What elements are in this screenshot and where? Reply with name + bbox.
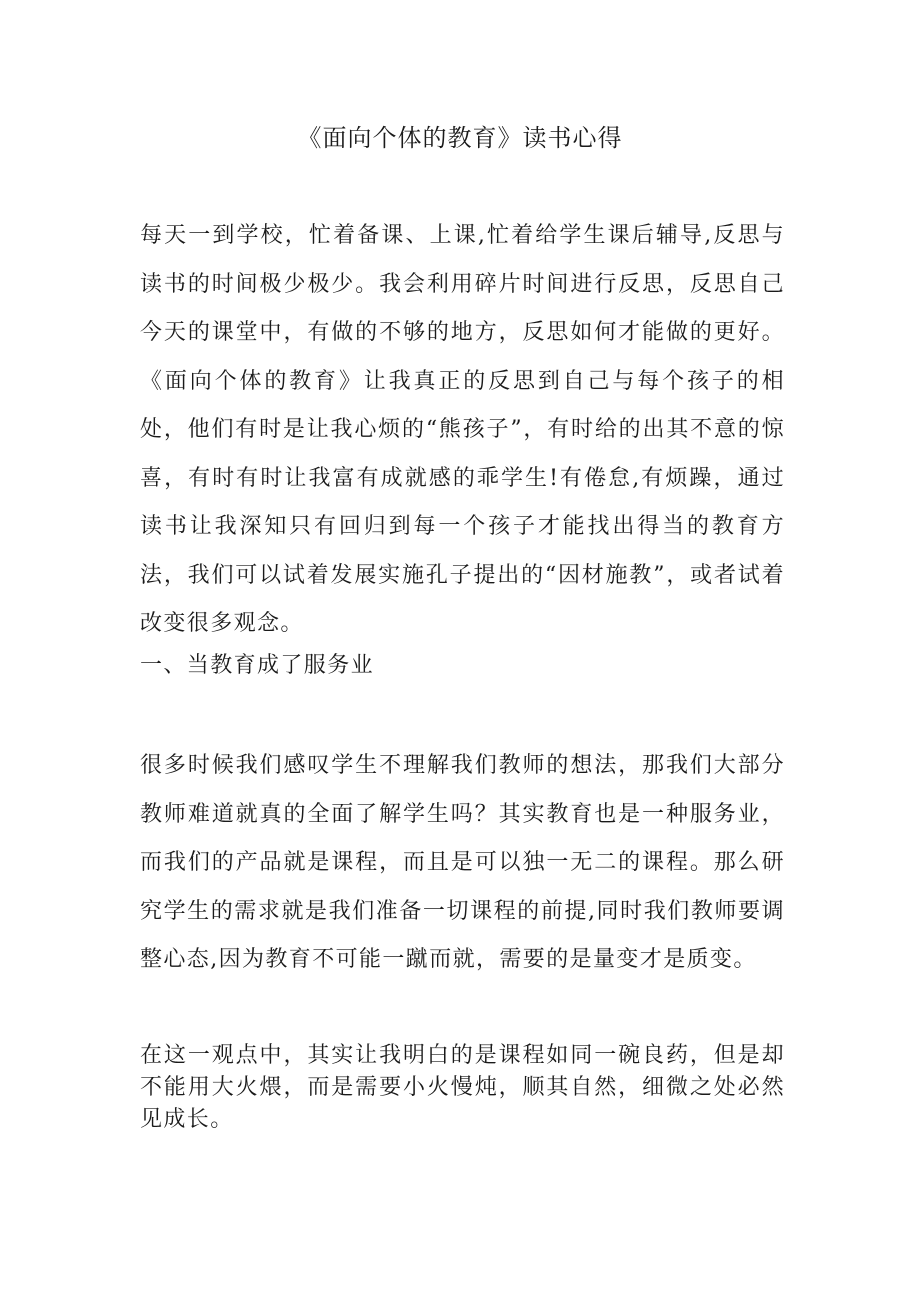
paragraph-intro: 每天一到学校，忙着备课、上课,忙着给学生课后辅导,反思与读书的时间极少极少。我会利用碎片时间进行反思，反思自己今天的课堂中，有做的不够的地方，反思如何才能做的更好。《面向个体的教育》让我真正的反思到自己与每个孩子的相处，他们有时是让我心烦的“熊孩子”，有时给的出其不意的惊喜，有时有时让我富有成就感的乖学生!有倦怠,有烦躁，通过读书让我深知只有回归到每一个孩子才能找出得当的教育方法，我们可以试着发展实施孔子提出的“因材施教”，或者试着改变很多观念。 (140, 223, 785, 636)
section-heading: 一、当教育成了服务业 (140, 653, 375, 678)
paragraph-conclusion: 在这一观点中，其实让我明白的是课程如同一碗良药，但是却不能用大火煨，而是需要小火慢炖，顺其自然，细微之处必然见成长。 (140, 1043, 785, 1132)
paragraph-service: 很多时候我们感叹学生不理解我们教师的想法，那我们大部分教师难道就真的全面了解学生吗？其实教育也是一种服务业，而我们的产品就是课程，而且是可以独一无二的课程。那么研究学生的需求就是我们准备一切课程的前提,同时我们教师要调整心态,因为教育不可能一蹴而就，需要的是量变才是质变。 (140, 753, 785, 972)
document-title: 《面向个体的教育》读书心得 (297, 124, 623, 152)
